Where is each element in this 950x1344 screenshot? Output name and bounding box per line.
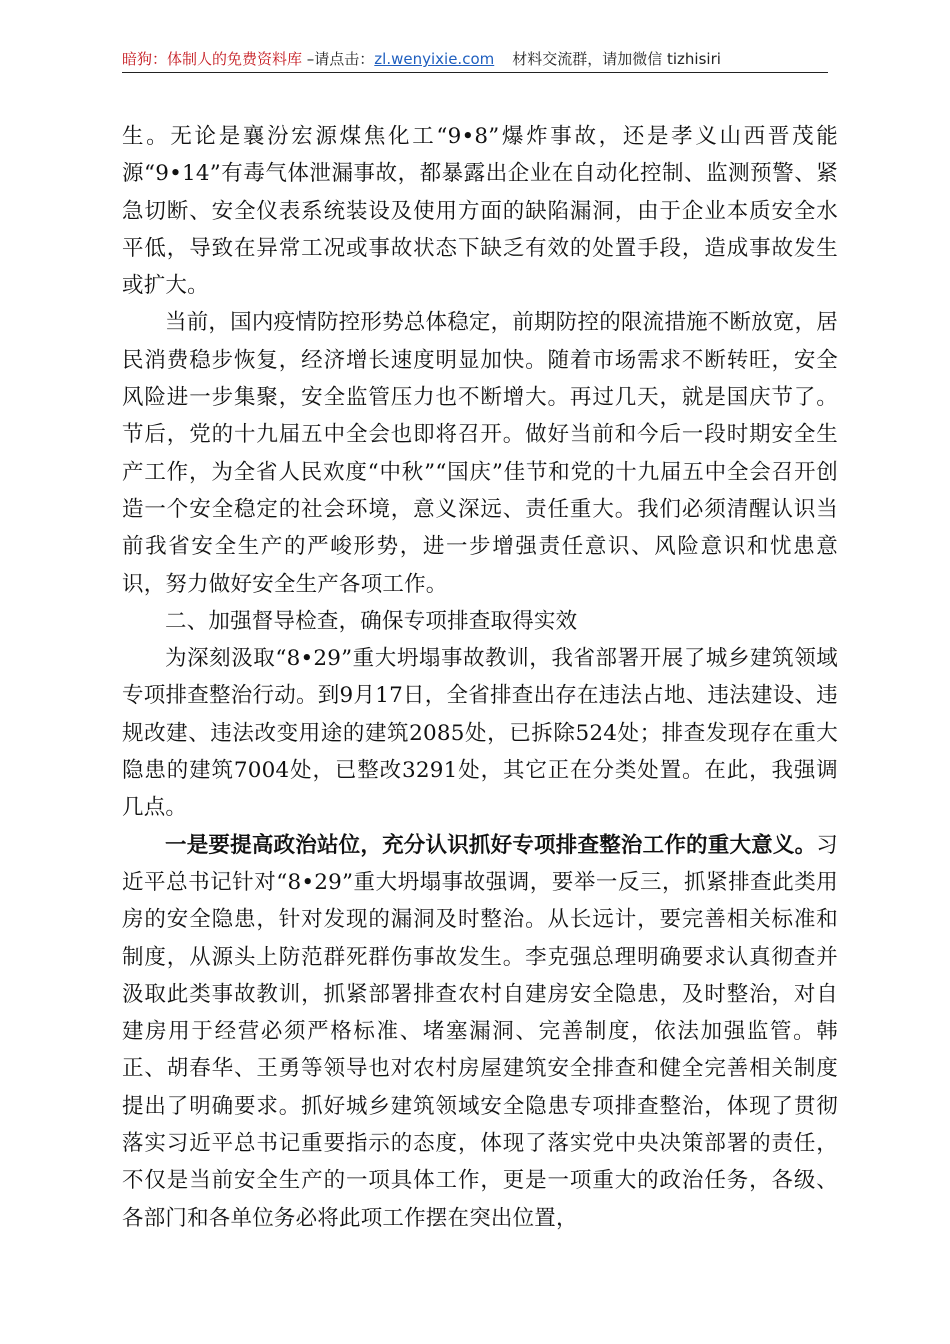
header-prompt: –请点击： xyxy=(302,50,375,68)
header-brand: 暗狗：体制人的免费资料库 xyxy=(122,50,303,68)
header-divider xyxy=(122,72,828,73)
paragraph-3: 为深刻汲取“8•29”重大坍塌事故教训，我省部署开展了城乡建筑领域专项排查整治行动。到9月17日，全省排查出存在违法占地、违法建设、违规改建、违法改变用途的建筑2085处，已拆除524处；排查发现存在重大隐患的建筑7004处，已整改3291处，其它正在分类处置。在此，我强调几点。 xyxy=(122,646,838,821)
header-group-note: 材料交流群，请加微信 tizhisiri xyxy=(512,50,721,68)
paragraph-2: 当前，国内疫情防控形势总体稳定，前期防控的限流措施不断放宽，居民消费稳步恢复，经济增长速度明显加快。随着市场需求不断转旺，安全风险进一步集聚，安全监管压力也不断增大。再过几天，就是国庆节了。节后，党的十九届五中全会也即将召开。做好当前和今后一段时期安全生产工作，为全省人民欢度“中秋”“国庆”佳节和党的十九届五中全会召开创造一个安全稳定的社会环境，意义深远、责任重大。我们必须清醒认识当前我省安全生产的严峻形势，进一步增强责任意识、风险意识和忧患意识，努力做好安全生产各项工作。 xyxy=(122,310,838,597)
section-heading: 二、加强督导检查，确保专项排查取得实效 xyxy=(165,608,578,634)
header-link[interactable]: zl.wenyixie.com xyxy=(374,50,495,68)
paragraph-4-lead: 一是要提高政治站位，充分认识抓好专项排查整治工作的重大意义。 xyxy=(165,832,817,858)
document-body xyxy=(122,118,838,1237)
paragraph-4 xyxy=(122,827,838,1237)
paragraph-4-body: 习近平总书记针对“8•29”重大坍塌事故强调，要举一反三，抓紧排查此类用房的安全隐患，针对发现的漏洞及时整治。从长远计，要完善相关标准和制度，从源头上防范群死群伤事故发生。李克强总理明确要求认真彻查并汲取此类事故教训，抓紧部署排查农村自建房安全隐患，及时整治，对自建房用于经营必须严格标准、堵塞漏洞、完善制度，依法加强监管。韩正、胡春华、王勇等领导也对农村房屋建筑安全排查和健全完善相关制度提出了明确要求。抓好城乡建筑领域安全隐患专项排查整治，体现了贯彻落实习近平总书记重要指示的态度，体现了落实党中央决策部署的责任，不仅是当前安全生产的一项具体工作，更是一项重大的政治任务，各级、各部门和各单位务必将此项工作摆在突出位置， xyxy=(122,832,838,1231)
page-header xyxy=(122,46,826,72)
paragraph-1: 生。无论是襄汾宏源煤焦化工“9•8”爆炸事故，还是孝义山西晋茂能源“9•14”有毒气体泄漏事故，都暴露出企业在自动化控制、监测预警、紧急切断、安全仪表系统装设及使用方面的缺陷漏洞，由于企业本质安全水平低，导致在异常工况或事故状态下缺乏有效的处置手段，造成事故发生或扩大。 xyxy=(122,124,838,299)
